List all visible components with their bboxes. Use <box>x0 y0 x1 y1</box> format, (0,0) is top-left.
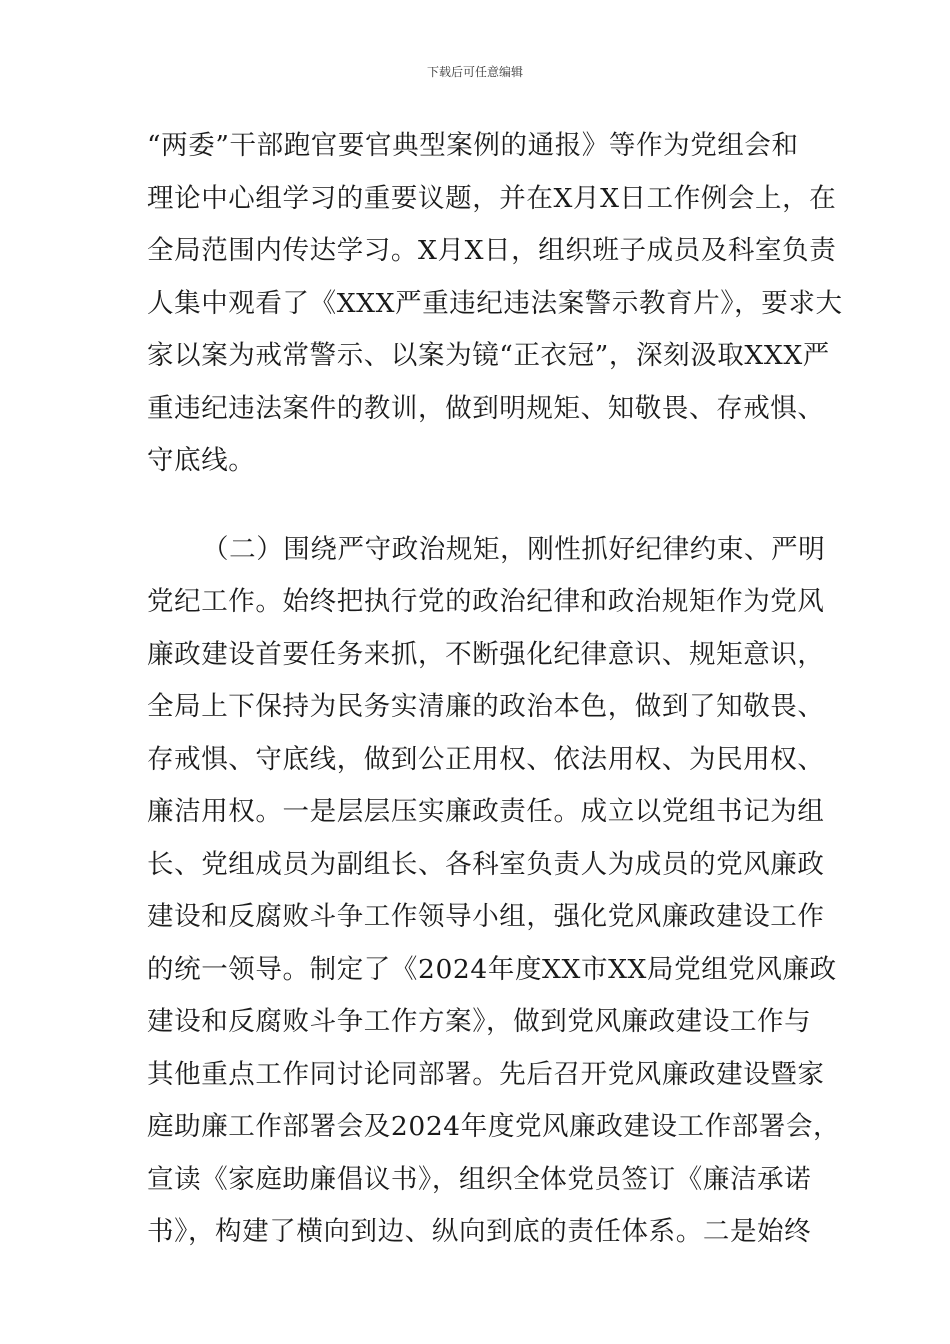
text-line: 其他重点工作同讨论同部署。先后召开党风廉政建设暨家 <box>147 1059 825 1090</box>
text-line: 守底线。 <box>147 445 256 476</box>
text-line: 建设和反腐败斗争工作方案》，做到党风廉政建设工作与 <box>147 1006 812 1037</box>
text-line: 建设和反腐败斗争工作领导小组，强化党风廉政建设工作 <box>147 901 825 932</box>
text-line: 廉政建设首要任务来抓，不断强化纪律意识、规矩意识， <box>147 639 825 670</box>
text-line: 全局范围内传达学习。X月X日，组织班子成员及科室负责 <box>147 235 837 266</box>
text-line: 存戒惧、守底线，做到公正用权、依法用权、为民用权、 <box>147 744 825 775</box>
text-line: 理论中心组学习的重要议题，并在X月X日工作例会上，在 <box>147 183 837 214</box>
text-line: 党纪工作。始终把执行党的政治纪律和政治规矩作为党风 <box>147 586 825 617</box>
text-line: 宣读《家庭助廉倡议书》，组织全体党员签订《廉洁承诺 <box>147 1164 812 1195</box>
text-line: 长、党组成员为副组长、各科室负责人为成员的党风廉政 <box>147 849 825 880</box>
text-line: 重违纪违法案件的教训，做到明规矩、知敬畏、存戒惧、 <box>147 393 825 424</box>
text-line: “两委”干部跑官要官典型案例的通报》等作为党组会和 <box>147 130 799 161</box>
text-line: 家以案为戒常警示、以案为镜“正衣冠”，深刻汲取XXX严 <box>147 340 830 371</box>
page-header: 下载后可任意编辑 <box>426 65 523 79</box>
text-line: 全局上下保持为民务实清廉的政治本色，做到了知敬畏、 <box>147 691 825 722</box>
text-line: （二）围绕严守政治规矩，刚性抓好纪律约束、严明 <box>202 534 826 565</box>
text-line: 的统一领导。制定了《2024年度XX市XX局党组党风廉政 <box>147 954 837 985</box>
text-line: 廉洁用权。一是层层压实廉政责任。成立以党组书记为组 <box>147 796 825 827</box>
text-line: 人集中观看了《XXX严重违纪违法案警示教育片》，要求大 <box>147 288 843 319</box>
text-line: 庭助廉工作部署会及2024年度党风廉政建设工作部署会， <box>147 1111 841 1142</box>
text-line: 书》，构建了横向到边、纵向到底的责任体系。二是始终 <box>147 1216 812 1247</box>
